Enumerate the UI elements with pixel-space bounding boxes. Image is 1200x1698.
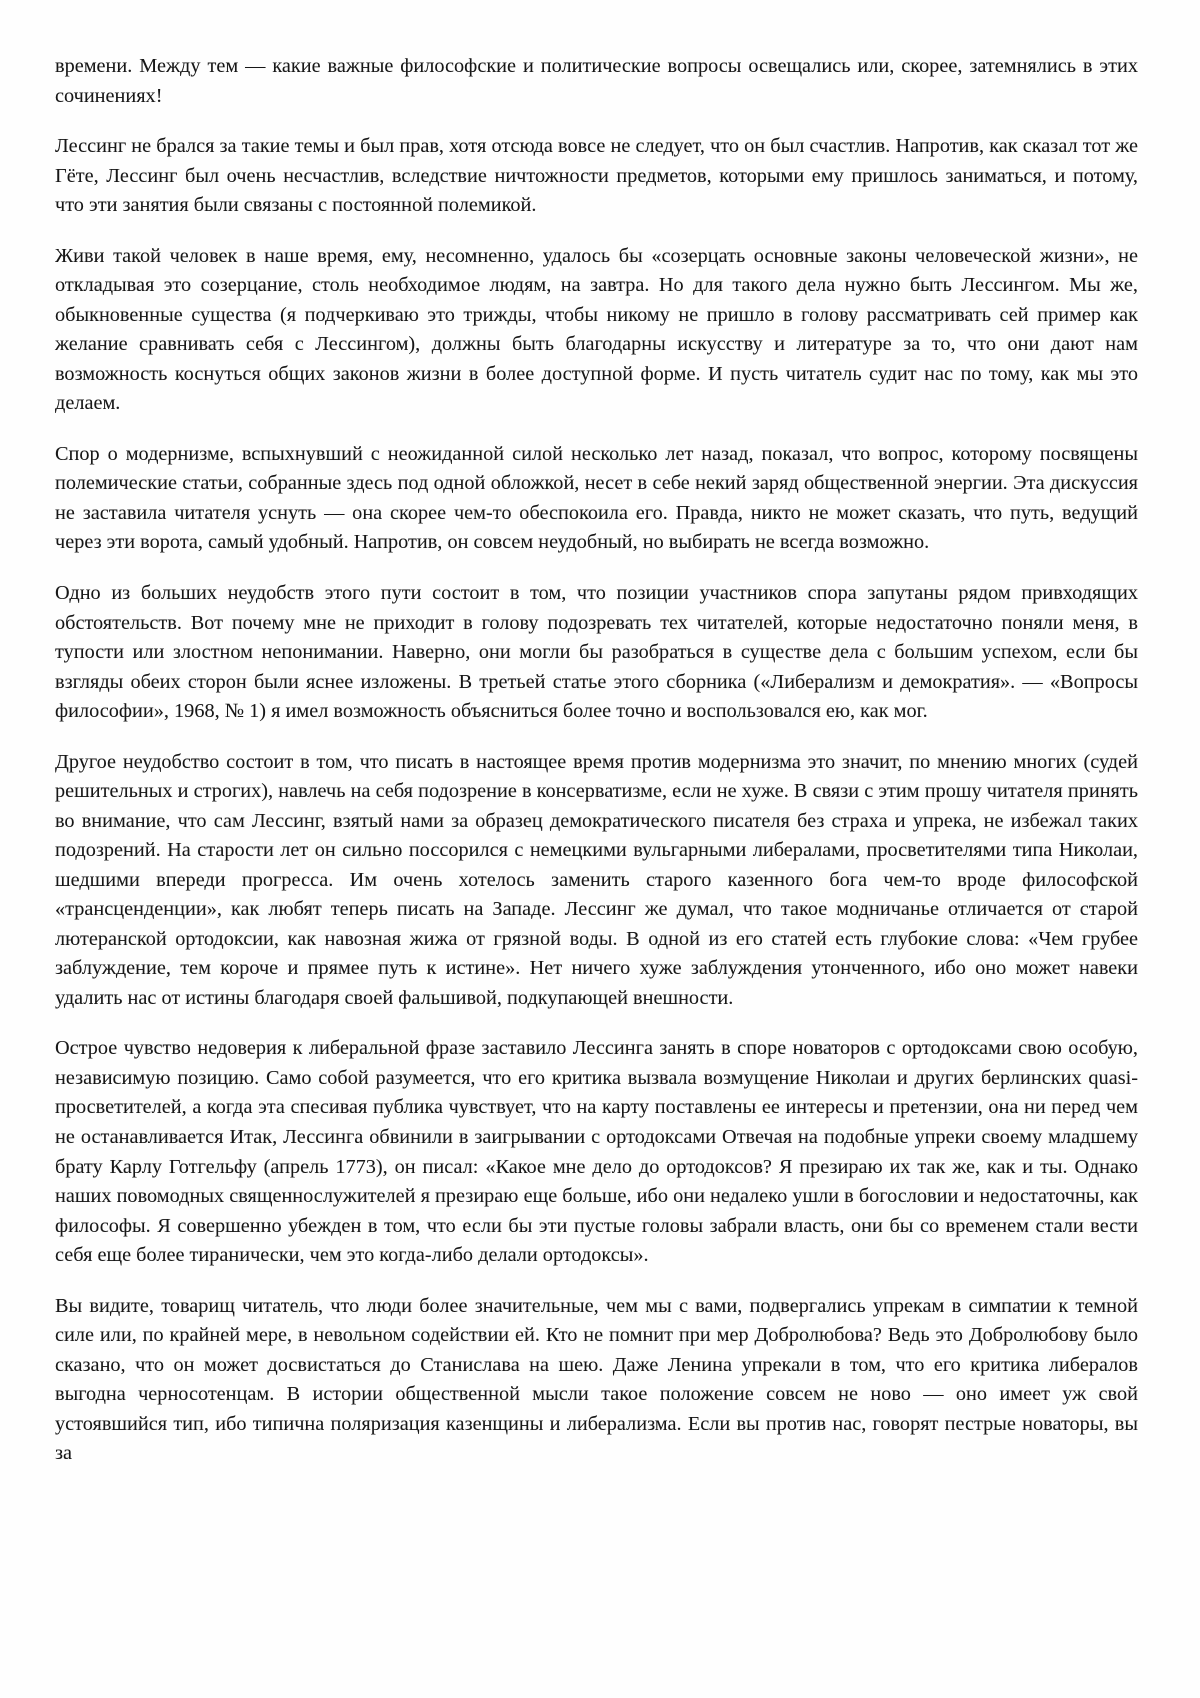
paragraph: Другое неудобство состоит в том, что писать в настоящее время против модернизма это значит, по мнению многих (судей решительных и строгих), навлечь на себя подозрение в консерватизме, если не хуже. В связи с этим прошу читателя принять во внимание, что сам Лессинг, взятый нами за образец демократического писателя без страха и упрека, не избежал таких подозрений. На старости лет он сильно поссорился с немецкими вульгарными либералами, просветителями типа Николаи, шедшими впереди прогресса. Им очень хотелось заменить старого казенного бога чем-то вроде философской «трансценденции», как любят теперь писать на Западе. Лессинг же думал, что такое модничанье отличается от старой лютеранской ортодоксии, как навозная жижа от грязной воды. В одной из его статей есть глубокие слова: «Чем грубее заблуждение, тем короче и прямее путь к истине». Нет ничего хуже заблуждения утонченного, ибо оно может навеки удалить нас от истины благодаря своей фальшивой, подкупающей внешности. [55, 750, 1138, 1009]
paragraph: Острое чувство недоверия к либеральной фразе заставило Лессинга занять в споре новаторов с ортодоксами свою особую, независимую позицию. Само собой разумеется, что его критика вызвала возмущение Николаи и других берлинских quasi-просветителей, а когда эта спесивая публика чувствует, что на карту поставлены ее интересы и претензии, она ни перед чем не останавливается Итак, Лессинга обвинили в заигрывании с ортодоксами Отвечая на подобные упреки своему младшему брату Карлу Готгельфу (апрель 1773), он писал: «Какое мне дело до ортодоксов? Я презираю их так же, как и ты. Однако наших повомодных священнослужителей я презираю еще больше, ибо они недалеко ушли в богословии и недостаточны, как философы. Я совершенно убежден в том, что если бы эти пустые головы забрали власть, они бы со временем стали вести себя еще более тиранически, чем это когда-либо делали ортодоксы». [55, 1037, 1138, 1267]
document-text-body [55, 52, 1138, 1469]
paragraph: Живи такой человек в наше время, ему, несомненно, удалось бы «созерцать основные законы человеческой жизни», не откладывая это созерцание, столь необходимое людям, на завтра. Но для такого дела нужно быть Лессингом. Мы же, обыкновенные существа (я подчеркиваю это трижды, чтобы никому не пришло в голову рассматривать сей пример как желание сравнивать себя с Лессингом), должны быть благодарны искусству и литературе за то, что они дают нам возможность коснуться общих законов жизни в более доступной форме. И пусть читатель судит нас по тому, как мы это делаем. [55, 244, 1138, 415]
paragraph: Лессинг не брался за такие темы и был прав, хотя отсюда вовсе не следует, что он был счастлив. Напротив, как сказал тот же Гёте, Лессинг был очень несчастлив, вследствие ничтожности предметов, которыми ему пришлось заниматься, и потому, что эти занятия были связаны с постоянной полемикой. [55, 135, 1138, 217]
paragraph: Одно из больших неудобств этого пути состоит в том, что позиции участников спора запутаны рядом привходящих обстоятельств. Вот почему мне не приходит в голову подозревать тех читателей, которые недостаточно поняли меня, в тупости или злостном непонимании. Наверно, они могли бы разобраться в существе дела с большим успехом, если бы взгляды обеих сторон были яснее изложены. В третьей статье этого сборника («Либерализм и демократия». — «Вопросы философии», 1968, № 1) я имел возможность объясниться более точно и воспользовался ею, как мог. [55, 581, 1138, 723]
paragraph: Спор о модернизме, вспыхнувший с неожиданной силой несколько лет назад, показал, что вопрос, которому посвящены полемические статьи, собранные здесь под одной обложкой, несет в себе некий заряд общественной энергии. Эта дискуссия не заставила читателя уснуть — она скорее чем-то обеспокоила его. Правда, никто не может сказать, что путь, ведущий через эти ворота, самый удобный. Напротив, он совсем неудобный, но выбирать не всегда возможно. [55, 442, 1138, 554]
paragraph: времени. Между тем — какие важные философские и политические вопросы освещались или, скорее, затемнялись в этих сочинениях! [55, 55, 1138, 107]
paragraph: Вы видите, товарищ читатель, что люди более значительные, чем мы с вами, подвергались упрекам в симпатии к темной силе или, по крайней мере, в невольном содействии ей. Кто не помнит при мер Добролюбова? Ведь это Добролюбову было сказано, что он может досвистаться до Станислава на шею. Даже Ленина упрекали в том, что его критика либералов выгодна черносотенцам. В истории общественной мысли такое положение совсем не ново — оно имеет уж свой устоявшийся тип, ибо типична поляризация казенщины и либерализма. Если вы против нас, говорят пестрые новаторы, вы за [55, 1294, 1138, 1465]
